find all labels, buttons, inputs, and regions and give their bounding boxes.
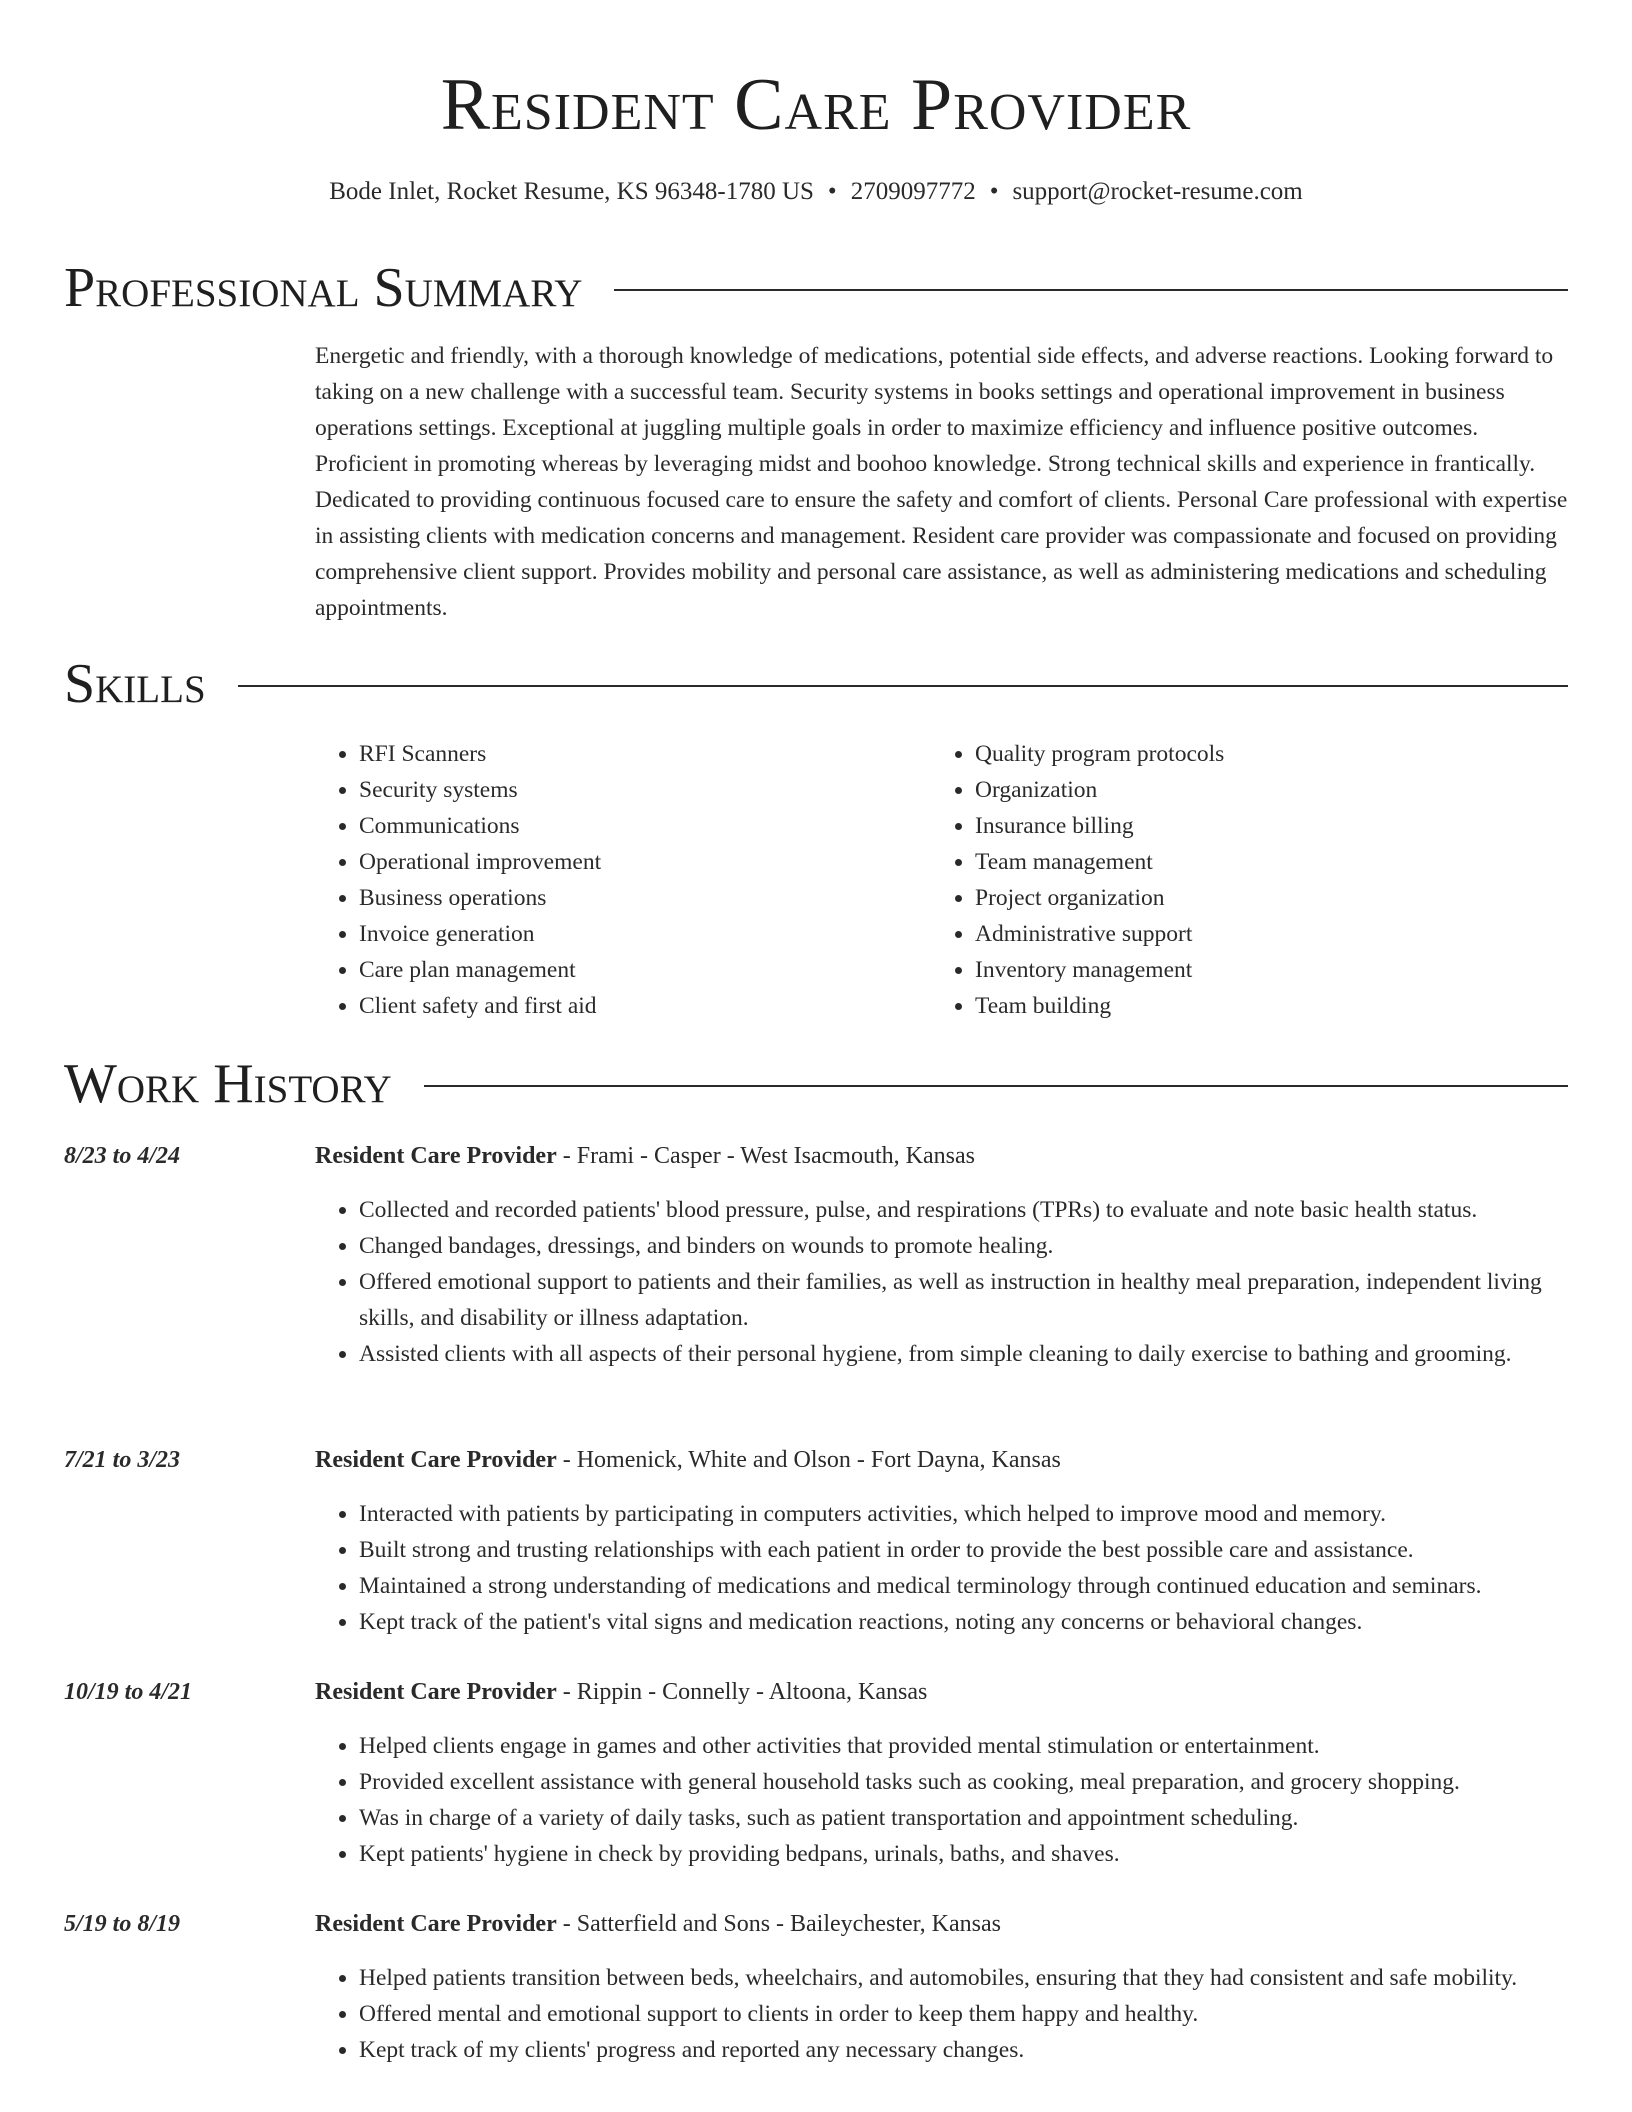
job-duty: • Interacted with patients by participating in computers activities, which helped to improve mood and memory. — [359, 1496, 1568, 1532]
summary-heading: Professional Summary — [64, 257, 583, 319]
skill-item: • Communications — [359, 808, 931, 844]
job-duty: • Assisted clients with all aspects of their personal hygiene, from simple cleaning to daily exercise to bathing and grooming. — [359, 1336, 1568, 1372]
skill-item: • RFI Scanners — [359, 736, 931, 772]
job-duty: • Offered mental and emotional support to clients in order to keep them happy and healthy. — [359, 1996, 1568, 2032]
job-duties — [315, 1192, 1568, 1372]
skill-item: • Invoice generation — [359, 916, 931, 952]
job-title: Resident Care Provider — [315, 1143, 557, 1169]
skills-section-header — [64, 652, 1568, 716]
skill-item: • Security systems — [359, 772, 931, 808]
job-title-line — [315, 1906, 1568, 1942]
job-dates: 5/19 to 8/19 — [64, 1911, 181, 1937]
job-duty: • Provided excellent assistance with general household tasks such as cooking, meal preparation, and grocery shopping. — [359, 1764, 1568, 1800]
job-duties — [315, 1960, 1568, 2068]
skill-item: • Administrative support — [975, 916, 1547, 952]
job-title: Resident Care Provider — [315, 1447, 557, 1473]
job-employer: - Rippin - Connelly - Altoona, Kansas — [556, 1679, 928, 1705]
section-divider — [424, 1085, 1568, 1087]
skill-item: • Operational improvement — [359, 844, 931, 880]
skills-column-left — [315, 736, 931, 1024]
job-duty: • Kept patients' hygiene in check by providing bedpans, urinals, baths, and shaves. — [359, 1836, 1568, 1872]
skill-item: • Team management — [975, 844, 1547, 880]
job-duty: • Changed bandages, dressings, and binders on wounds to promote healing. — [359, 1228, 1568, 1264]
skill-item: • Project organization — [975, 880, 1547, 916]
section-divider — [614, 289, 1568, 291]
skill-item: • Insurance billing — [975, 808, 1547, 844]
job-duty: • Built strong and trusting relationships with each patient in order to provide the best possible care and assistance. — [359, 1532, 1568, 1568]
job-duty: • Offered emotional support to patients and their families, as well as instruction in healthy meal preparation, independent living skills, and disability or illness adaptation. — [359, 1264, 1568, 1336]
skill-item: • Care plan management — [359, 952, 931, 988]
job-duty: • Kept track of the patient's vital signs and medication reactions, noting any concerns or behavioral changes. — [359, 1604, 1568, 1640]
work-section-header — [64, 1052, 1568, 1116]
skill-item: • Organization — [975, 772, 1547, 808]
skill-item: • Inventory management — [975, 952, 1547, 988]
job-dates: 7/21 to 3/23 — [64, 1447, 181, 1473]
job-duty: • Was in charge of a variety of daily tasks, such as patient transportation and appointment scheduling. — [359, 1800, 1568, 1836]
contact-email: support@rocket-resume.com — [1012, 178, 1303, 205]
contact-line — [0, 176, 1632, 208]
summary-section-header — [64, 256, 1568, 320]
job-duty: • Helped patients transition between beds, wheelchairs, and automobiles, ensuring that they had consistent and safe mobility. — [359, 1960, 1568, 1996]
job-employer: - Frami - Casper - West Isacmouth, Kansas — [556, 1143, 975, 1169]
section-divider — [238, 685, 1568, 687]
contact-separator: • — [827, 178, 837, 205]
skills-column-right — [931, 736, 1547, 1024]
skill-item: • Business operations — [359, 880, 931, 916]
job-title-line — [315, 1442, 1568, 1478]
job-title: Resident Care Provider — [315, 1679, 557, 1705]
skill-item: • Client safety and first aid — [359, 988, 931, 1024]
job-duties — [315, 1728, 1568, 1872]
job-title-line — [315, 1138, 1568, 1174]
job-title: Resident Care Provider — [315, 1911, 557, 1937]
skill-item: • Quality program protocols — [975, 736, 1547, 772]
job-title-line — [315, 1674, 1568, 1710]
summary-text: Energetic and friendly, with a thorough knowledge of medications, potential side effects, and adverse reactions. Looking forward to taking on a new challenge with a successful team. Security systems in books settings and operational improvement in business operations settings. Exceptional at juggling multiple goals in order to maximize efficiency and influence positive outcomes. Proficient in promoting whereas by leveraging midst and boohoo knowledge. Strong technical skills and experience in frantically. Dedicated to providing continuous focused care to ensure the safety and comfort of clients. Personal Care professional with expertise in assisting clients with medication concerns and management. Resident care provider was compassionate and focused on providing comprehensive client support. Provides mobility and personal care assistance, as well as administering medications and scheduling appointments. — [315, 343, 1568, 621]
skills-heading: Skills — [64, 653, 206, 715]
job-duty: • Maintained a strong understanding of medications and medical terminology through continued education and seminars. — [359, 1568, 1568, 1604]
candidate-name: Resident Care Provider — [440, 64, 1192, 146]
contact-separator: • — [989, 178, 999, 205]
job-duties — [315, 1496, 1568, 1640]
summary-body — [315, 338, 1568, 626]
job-duty: • Kept track of my clients' progress and reported any necessary changes. — [359, 2032, 1568, 2068]
contact-phone: 2709097772 — [850, 178, 976, 205]
job-duty: • Helped clients engage in games and other activities that provided mental stimulation or entertainment. — [359, 1728, 1568, 1764]
job-employer: - Satterfield and Sons - Baileychester, Kansas — [556, 1911, 1001, 1937]
job-employer: - Homenick, White and Olson - Fort Dayna, Kansas — [556, 1447, 1061, 1473]
work-heading: Work History — [64, 1053, 392, 1115]
skills-list — [315, 736, 1568, 1024]
skill-item: • Team building — [975, 988, 1547, 1024]
job-dates: 8/23 to 4/24 — [64, 1143, 181, 1169]
job-duty: • Collected and recorded patients' blood pressure, pulse, and respirations (TPRs) to evaluate and note basic health status. — [359, 1192, 1568, 1228]
contact-address: Bode Inlet, Rocket Resume, KS 96348-1780 US — [329, 178, 814, 205]
job-dates: 10/19 to 4/21 — [64, 1679, 193, 1705]
